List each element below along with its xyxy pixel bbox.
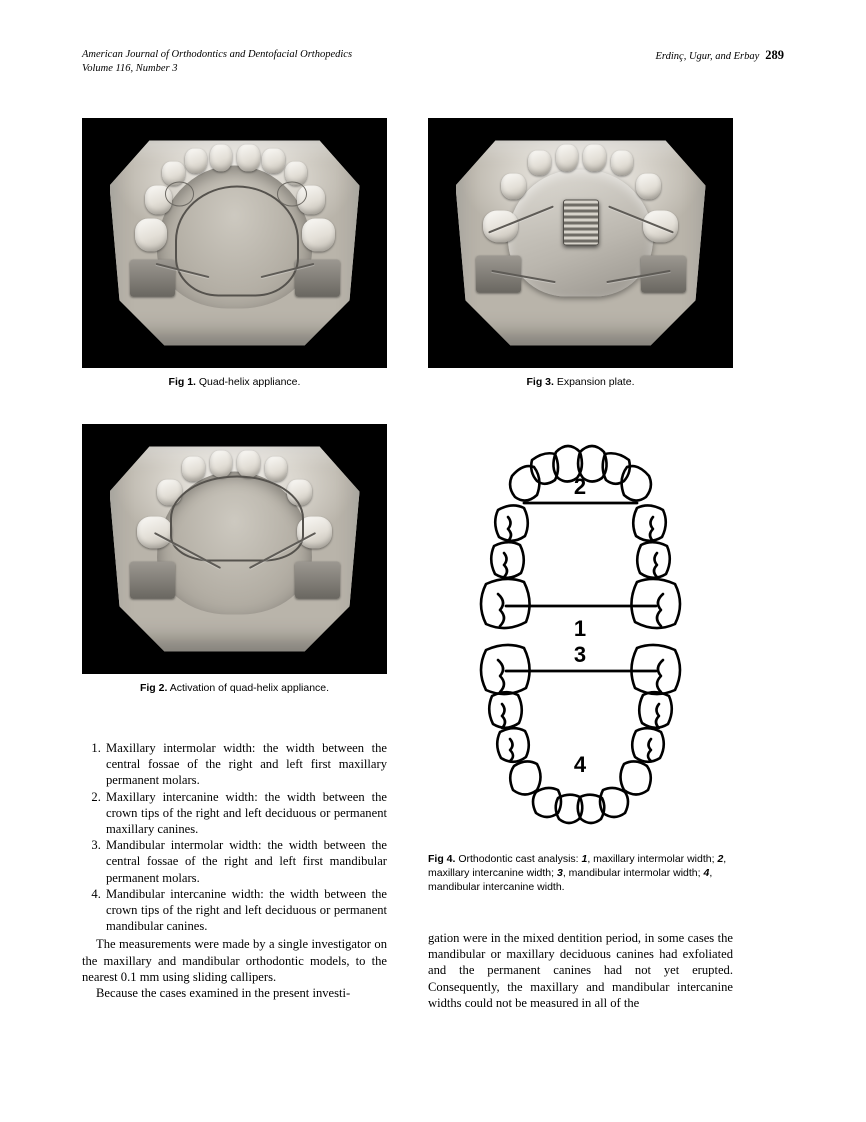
tooth (636, 173, 661, 200)
figure-4-caption (428, 852, 733, 894)
paragraph-methods: The measurements were made by a single investigator on the maxillary and mandibular orthodontic models, to the nearest 0.1 mm using sliding callipers. (82, 937, 387, 984)
figure-3-image (428, 118, 733, 368)
paragraph-continued-end: gation were in the mixed dentition period, in some cases the mandibular or maxillary deciduous canines had exfoliated and the permanent canines had not yet erupted. Consequently, the maxillary and mandibular intercanine widths could not be measured in all of the (428, 931, 733, 1010)
label-4: 4 (573, 752, 587, 777)
figure-1-caption-text: Quad-helix appliance. (198, 376, 301, 388)
body-column-left (82, 740, 387, 1001)
figure-2-image (82, 424, 387, 674)
figure-4-ref-1: 1 (581, 853, 588, 865)
figure-2-caption (82, 682, 387, 696)
molar-band (130, 561, 175, 598)
figure-1-label: Fig 1. (168, 376, 196, 388)
dental-cast-photo (456, 141, 706, 346)
figure-3-caption (428, 376, 733, 390)
tooth (556, 145, 579, 172)
dental-cast-photo (110, 141, 360, 346)
figure-1-image (82, 118, 387, 368)
list-item: 2. Maxillary intercanine width: the width between the crown tips of the right and left deciduous or permanent maxillary canines. (104, 789, 387, 838)
cast-analysis-diagram (428, 424, 733, 844)
tooth (262, 149, 285, 174)
figure-4-image (428, 424, 733, 844)
figure-4-caption-part-4: , mandibular intermolar width; (562, 867, 704, 879)
figure-2 (82, 424, 387, 696)
helix-loop (277, 182, 307, 207)
tooth (583, 145, 606, 172)
running-head (82, 48, 784, 76)
list-item: 4. Mandibular intercanine width: the width between the crown tips of the right and left deciduous or permanent mandibular canines. (104, 886, 387, 935)
tooth (237, 145, 260, 172)
figure-2-caption-text: Activation of quad-helix appliance. (169, 682, 330, 694)
journal-name: American Journal of Orthodontics and Dentofacial Orthopedics (82, 49, 353, 60)
helix-loop (165, 182, 195, 207)
figure-4-caption-part-2: , maxillary intermolar width; (587, 853, 718, 865)
molar-band (295, 561, 340, 598)
figure-3 (428, 118, 733, 390)
figure-4-caption-part-5: , mandibular intercanine width. (428, 867, 713, 893)
tooth (302, 218, 335, 251)
tooth (210, 451, 233, 478)
running-head-left (82, 48, 352, 76)
figure-2-label: Fig 2. (139, 682, 168, 694)
tooth (528, 151, 551, 176)
list-item: 3. Mandibular intermolar width: the width between the central fossae of the right and left first mandibular permanent molars. (104, 837, 387, 886)
maxillary-cast (110, 141, 360, 346)
tooth (611, 151, 634, 176)
paragraph-continued-start: Because the cases examined in the present investi- (96, 986, 351, 1001)
figure-4-ref-2: 2 (717, 853, 724, 865)
label-3: 3 (573, 642, 587, 667)
maxillary-cast (110, 447, 360, 652)
maxillary-cast (456, 141, 706, 346)
measurement-list (82, 740, 387, 934)
figure-3-label: Fig 3. (526, 376, 554, 388)
figure-4 (428, 424, 733, 894)
expansion-screw (563, 200, 599, 246)
figure-4-caption-part-1: Orthodontic cast analysis: (458, 853, 582, 865)
tooth (185, 149, 208, 174)
tooth (210, 145, 233, 172)
tooth (135, 218, 168, 251)
running-head-right (656, 48, 784, 64)
figure-1 (82, 118, 387, 390)
tooth (265, 457, 288, 482)
figure-1-caption (82, 376, 387, 390)
tooth (501, 173, 526, 200)
page-number: 289 (765, 48, 784, 62)
figure-4-ref-3: 3 (556, 867, 563, 879)
label-2: 2 (573, 474, 587, 499)
volume-issue: Volume 116, Number 3 (82, 63, 178, 74)
tooth (237, 451, 260, 478)
list-item: 1. Maxillary intermolar width: the width between the central fossae of the right and left first maxillary permanent molars. (104, 740, 387, 789)
author-list: Erdinç, Ugur, and Erbay (655, 51, 760, 62)
figure-4-caption-part-3: , maxillary intercanine width; (428, 853, 727, 879)
body-column-right (428, 930, 733, 1011)
figure-4-ref-4: 4 (703, 867, 710, 879)
tooth (182, 457, 205, 482)
dental-cast-photo (110, 447, 360, 652)
label-1: 1 (573, 616, 587, 641)
figure-4-label: Fig 4. (428, 853, 456, 865)
figure-3-caption-text: Expansion plate. (556, 376, 635, 388)
